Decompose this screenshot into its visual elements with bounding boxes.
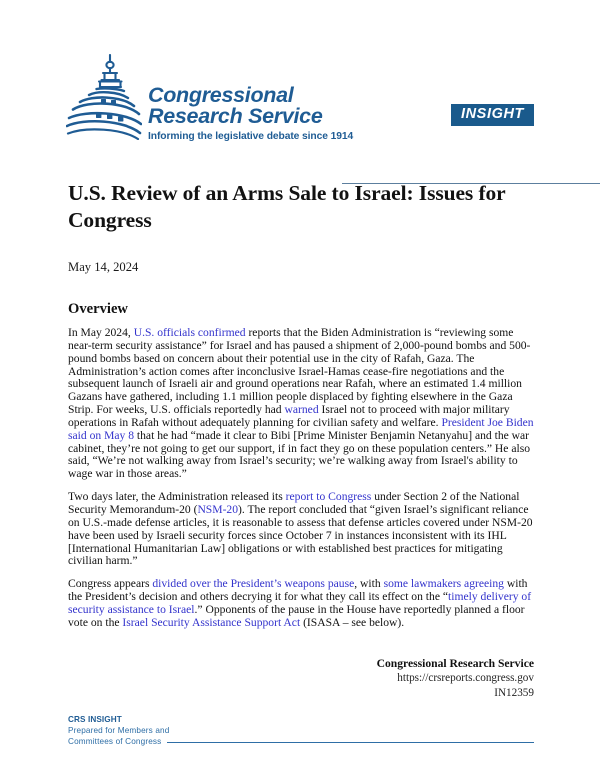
colophon [294, 656, 534, 701]
text-run: Two days later, the Administration released its [68, 490, 286, 504]
crs-tagline: Informing the legislative debate since 1914 [148, 131, 354, 142]
text-run: In May 2024, [68, 326, 134, 339]
link-israel-security-assistance-support-act[interactable]: Israel Security Assistance Support Act [122, 615, 301, 629]
link-nsm-20[interactable]: NSM-20 [197, 502, 239, 516]
publication-date: May 14, 2024 [68, 260, 139, 274]
wordmark-line-2: Research Service [148, 104, 323, 128]
capitol-dome-icon [66, 54, 142, 140]
footer-brand-row [68, 736, 534, 747]
text-run: with the President’s decision and others decrying it for what they call its effect on the “ [68, 577, 528, 604]
text-run: , with [354, 577, 384, 591]
text-run: (ISASA – see below). [300, 615, 405, 629]
document-body [68, 300, 534, 630]
colophon-url[interactable]: https://crsreports.congress.gov [397, 672, 534, 684]
text-run: Congress appears [68, 577, 153, 591]
publication-number: IN12359 [494, 687, 534, 699]
text-run: ). The report concluded that “given Israel’s significant reliance on U.S.-made defense articles, it is reasonable to assess that defense articles covered under NSM-20 have been used by Israeli security forces since October 7 in instances inconsistent with its IHL [International Humanitarian Law] obligations or with established best practices for mitigating civilian harm.” [68, 502, 533, 568]
crs-wordmark [148, 85, 353, 142]
link-us-officials-confirmed[interactable]: U.S. officials confirmed [133, 326, 246, 339]
page-title: U.S. Review of an Arms Sale to Israel: Issues for Congress [68, 181, 506, 232]
link-report-to-congress[interactable]: report to Congress [285, 490, 372, 504]
footer-rule [167, 742, 534, 743]
text-run: .” Opponents of the pause in the House have reportedly planned a floor vote on the [68, 602, 525, 629]
paragraph-1 [68, 327, 534, 481]
text-run: that he had “made it clear to Bibi [Prime Minister Benjamin Netanyahu] and the war cabinet, they’re not going to get our support, if in fact they go on these population centers.” He also said, “We’re not walking away from Israel’s security; we’re walking away from Israel's ability to wage war in those areas.” [68, 428, 531, 481]
paragraph-3 [68, 578, 534, 629]
link-warned[interactable]: warned [284, 403, 319, 417]
footer-brand-line-2: Committees of Congress [68, 737, 162, 746]
paragraph-2 [68, 491, 534, 568]
footer-brand-line-1: Prepared for Members and [68, 726, 170, 735]
link-some-lawmakers-agreeing[interactable]: some lawmakers agreeing [383, 577, 504, 591]
text-run: Israel not to proceed with major military operations in Rafah without adequately planning for civilian safety and welfare. [68, 403, 510, 429]
footer-brand-title: CRS INSIGHT [68, 715, 122, 724]
wordmark-line-1: Congressional [148, 83, 294, 107]
link-divided-over-weapons-pause[interactable]: divided over the President’s weapons pause [152, 577, 355, 591]
crs-logo [66, 52, 353, 142]
colophon-organization: Congressional Research Service [376, 657, 534, 670]
link-president-biden-may-8[interactable]: President Joe Biden said on May 8 [68, 415, 534, 442]
section-heading-overview: Overview [68, 301, 128, 317]
insight-badge: INSIGHT [451, 104, 534, 126]
link-timely-delivery-of-security-assistance[interactable]: timely delivery of security assistance to Israel [68, 590, 532, 616]
footer-brand [68, 714, 534, 747]
masthead [66, 52, 534, 148]
text-run: under Section 2 of the National Security Memorandum-20 ( [68, 490, 520, 516]
text-run: reports that the Biden Administration is “reviewing some near-term security assistance” for Israel and has paused a shipment of 2,000-pound bombs and 500-pound bombs based on concern about their potential use in the city of Rafah, Gaza. The Administration’s action comes after inconclusive Israel-Hamas cease-fire negotiations and the subsequent launch of Israeli air and ground operations near Rafah, where an estimated 1.4 million Gazans have gathered, including 1.1 million people displaced by fighting elsewhere in the Gaza Strip. For weeks, U.S. officials reportedly had [68, 326, 531, 417]
